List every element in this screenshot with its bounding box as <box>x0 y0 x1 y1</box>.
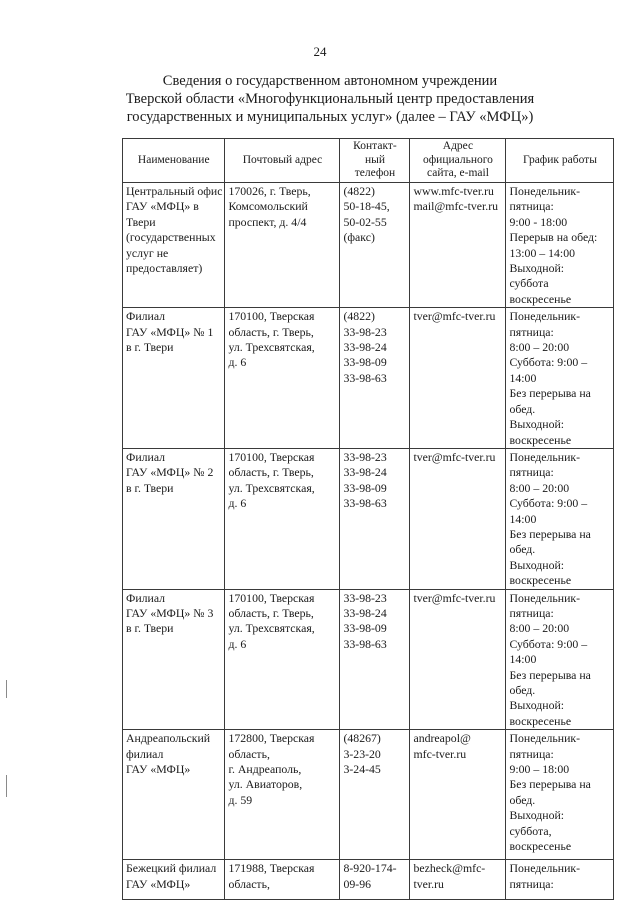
title-line: Тверской области «Многофункциональный центр предоставления <box>125 91 535 107</box>
cell-schedule <box>506 308 614 449</box>
cell-schedule <box>506 183 614 308</box>
cell-schedule-line: обед. <box>509 401 536 416</box>
cell-name-line: Филиал <box>126 449 166 464</box>
cell-address-line: д. 6 <box>228 496 247 511</box>
cell-name-line: Андреапольский <box>126 731 211 746</box>
cell-schedule-line: пятница: <box>509 746 554 761</box>
cell-schedule-line: обед. <box>509 542 536 557</box>
cell-schedule-line: пятница: <box>509 465 554 480</box>
table-header-row <box>123 139 614 183</box>
document-title <box>80 72 580 126</box>
cell-address <box>225 589 340 730</box>
title-line: государственных и муниципальных услуг» (далее – ГАУ «МФЦ») <box>126 109 534 125</box>
cell-address-line: ул. Авиаторов, <box>228 777 303 792</box>
cell-schedule-line: Понедельник- <box>509 184 581 198</box>
scan-margin-mark <box>6 775 7 797</box>
cell-address-line: ул. Трехсвятская, <box>228 480 315 495</box>
cell-schedule-line: 14:00 <box>509 511 537 526</box>
cell-address-line: д. 6 <box>228 355 247 370</box>
cell-schedule-line: Суббота: 9:00 – <box>509 496 588 511</box>
cell-address-line: д. 59 <box>228 792 253 807</box>
cell-schedule-line: Суббота: 9:00 – <box>509 636 588 651</box>
cell-web-line: tver@mfc-tver.ru <box>413 449 496 464</box>
cell-schedule-line: 8:00 – 20:00 <box>509 480 570 495</box>
cell-web-line: bezheck@mfc- <box>413 861 486 876</box>
cell-web <box>410 183 506 308</box>
cell-schedule-line: Понедельник- <box>509 309 581 324</box>
cell-schedule-line: Понедельник- <box>509 731 581 746</box>
cell-phone-line: 33-98-63 <box>343 370 387 385</box>
table-body <box>123 183 614 900</box>
header-line: Адрес <box>442 140 474 153</box>
cell-phone-line: 33-98-23 <box>343 324 387 339</box>
cell-web <box>410 308 506 449</box>
table-row <box>123 589 614 730</box>
cell-address <box>225 860 340 900</box>
cell-name-line: ГАУ «МФЦ» <box>126 762 191 777</box>
cell-schedule-line: Суббота: 9:00 – <box>509 355 588 370</box>
cell-schedule-line: Понедельник- <box>509 449 581 464</box>
cell-schedule-line: Понедельник- <box>509 861 581 876</box>
cell-web-line: www.mfc-tver.ru <box>413 184 494 198</box>
table-row <box>123 448 614 589</box>
cell-schedule <box>506 448 614 589</box>
cell-phone-line: 33-98-24 <box>343 340 387 355</box>
cell-schedule-line: 8:00 – 20:00 <box>509 621 570 636</box>
cell-name <box>123 589 225 730</box>
cell-schedule-line: Выходной: <box>509 698 565 713</box>
cell-name <box>123 308 225 449</box>
cell-phone-line: (4822) <box>343 184 375 198</box>
cell-address <box>225 308 340 449</box>
cell-web-line: tver@mfc-tver.ru <box>413 309 496 324</box>
cell-phone-line: 33-98-09 <box>343 355 387 370</box>
cell-address-line: ул. Трехсвятская, <box>228 340 315 355</box>
cell-address-line: 171988, Тверская <box>228 861 315 876</box>
cell-name-line: Твери <box>126 214 156 229</box>
cell-name-line: филиал <box>126 746 164 761</box>
cell-name-line: Филиал <box>126 590 166 605</box>
cell-address-line: Комсомольский <box>228 199 308 214</box>
cell-phone-line: 33-98-24 <box>343 465 387 480</box>
cell-schedule-line: Без перерыва на <box>509 777 591 792</box>
cell-address-line: 172800, Тверская <box>228 731 315 746</box>
header-line: Наименование <box>137 153 210 166</box>
title-line: Сведения о государственном автономном учреждении <box>162 73 498 89</box>
mfc-branches-table <box>122 138 614 900</box>
cell-phone-line: 50-18-45, <box>343 199 390 214</box>
cell-schedule-line: Выходной: <box>509 417 565 432</box>
table-row <box>123 183 614 308</box>
cell-schedule-line: Перерыв на обед: <box>509 230 598 245</box>
cell-schedule-line: воскресенье <box>509 291 572 306</box>
cell-name-line: ГАУ «МФЦ» № 3 <box>126 605 214 620</box>
cell-name-line: ГАУ «МФЦ» № 2 <box>126 465 214 480</box>
cell-phone-line: 33-98-09 <box>343 480 387 495</box>
cell-schedule <box>506 730 614 860</box>
cell-address-line: г. Андреаполь, <box>228 762 302 777</box>
cell-schedule-line: Выходной: <box>509 808 565 823</box>
cell-schedule-line: Без перерыва на <box>509 386 591 401</box>
cell-web <box>410 730 506 860</box>
header-web <box>410 139 506 183</box>
header-line: График работы <box>523 153 597 166</box>
cell-phone-line: 3-23-20 <box>343 746 381 761</box>
cell-phone-line: (факс) <box>343 230 375 245</box>
cell-schedule-line: Выходной: <box>509 557 565 572</box>
cell-name <box>123 860 225 900</box>
cell-schedule-line: Понедельник- <box>509 590 581 605</box>
cell-phone-line: 33-98-23 <box>343 590 387 605</box>
cell-name-line: в г. Твери <box>126 621 174 636</box>
cell-schedule-line: пятница: <box>509 199 554 214</box>
cell-schedule-line: обед. <box>509 683 536 697</box>
cell-phone <box>340 308 410 449</box>
cell-schedule-line: 13:00 – 14:00 <box>509 245 576 260</box>
header-line: сайта, e-mail <box>427 167 489 180</box>
header-schedule <box>506 139 614 183</box>
cell-schedule-line: Выходной: <box>509 261 565 276</box>
cell-schedule-line: суббота, <box>509 823 552 838</box>
cell-name <box>123 730 225 860</box>
cell-phone-line: 33-98-63 <box>343 496 387 511</box>
cell-schedule-line: пятница: <box>509 324 554 339</box>
cell-schedule-line: 8:00 – 20:00 <box>509 340 570 355</box>
cell-name-line: Филиал <box>126 309 166 324</box>
cell-schedule-line: воскресенье <box>509 713 572 728</box>
cell-phone-line: 8-920-174- <box>343 861 397 876</box>
table-row <box>123 860 614 900</box>
cell-address-line: 170100, Тверская <box>228 309 315 324</box>
cell-address-line: область, г. Тверь, <box>228 465 314 480</box>
cell-schedule-line: обед. <box>509 792 536 807</box>
header-line: ный <box>364 153 385 166</box>
cell-address-line: 170100, Тверская <box>228 590 315 605</box>
cell-web <box>410 860 506 900</box>
cell-address-line: 170100, Тверская <box>228 449 315 464</box>
page-number: 24 <box>313 44 327 59</box>
cell-schedule-line: 9:00 – 18:00 <box>509 762 570 777</box>
cell-phone <box>340 183 410 308</box>
cell-web-line: andreapol@ <box>413 731 471 746</box>
cell-name-line: ГАУ «МФЦ» в <box>126 199 199 214</box>
scan-margin-mark <box>6 680 7 698</box>
cell-address <box>225 730 340 860</box>
cell-web <box>410 589 506 730</box>
cell-name-line: Центральный офис <box>126 184 223 198</box>
cell-web-line: mail@mfc-tver.ru <box>413 199 499 214</box>
cell-phone-line: (48267) <box>343 731 381 746</box>
cell-name-line: в г. Твери <box>126 340 174 355</box>
cell-address-line: область, <box>228 746 270 761</box>
cell-name <box>123 448 225 589</box>
cell-schedule-line: пятница: <box>509 876 554 891</box>
cell-address <box>225 448 340 589</box>
cell-phone-line: 3-24-45 <box>343 762 381 777</box>
cell-phone <box>340 860 410 900</box>
cell-name-line: предоставляет) <box>126 261 203 276</box>
cell-phone-line: 33-98-23 <box>343 449 387 464</box>
cell-phone <box>340 448 410 589</box>
header-phone <box>340 139 410 183</box>
cell-name-line: ГАУ «МФЦ» № 1 <box>126 324 214 339</box>
cell-address-line: ул. Трехсвятская, <box>228 621 315 636</box>
cell-phone-line: 09-96 <box>343 876 371 891</box>
cell-name-line: (государственных <box>126 230 216 245</box>
cell-web-line: mfc-tver.ru <box>413 746 467 761</box>
cell-schedule-line: воскресенье <box>509 839 572 854</box>
cell-schedule-line: воскресенье <box>509 432 572 447</box>
cell-schedule-line: Без перерыва на <box>509 667 591 682</box>
cell-address-line: проспект, д. 4/4 <box>228 214 307 229</box>
cell-schedule <box>506 860 614 900</box>
cell-address-line: область, г. Тверь, <box>228 605 314 620</box>
cell-schedule <box>506 589 614 730</box>
header-line: телефон <box>354 167 396 180</box>
cell-web-line: tver.ru <box>413 876 444 891</box>
cell-phone <box>340 730 410 860</box>
header-line: официального <box>422 153 493 166</box>
table-row <box>123 730 614 860</box>
cell-name-line: ГАУ «МФЦ» <box>126 876 191 891</box>
cell-web <box>410 448 506 589</box>
cell-phone <box>340 589 410 730</box>
cell-phone-line: 50-02-55 <box>343 214 387 229</box>
cell-address-line: область, <box>228 876 270 891</box>
cell-name <box>123 183 225 308</box>
cell-schedule-line: суббота <box>509 276 549 291</box>
cell-phone-line: 33-98-63 <box>343 636 387 651</box>
cell-phone-line: 33-98-09 <box>343 621 387 636</box>
cell-schedule-line: пятница: <box>509 605 554 620</box>
cell-schedule-line: 14:00 <box>509 370 537 385</box>
header-name <box>123 139 225 183</box>
table-row <box>123 308 614 449</box>
cell-address-line: 170026, г. Тверь, <box>228 184 311 198</box>
cell-schedule-line: 9:00 - 18:00 <box>509 214 568 229</box>
cell-schedule-line: 14:00 <box>509 652 537 667</box>
cell-name-line: услуг не <box>126 245 169 260</box>
header-line: Почтовый адрес <box>242 153 323 166</box>
cell-web-line: tver@mfc-tver.ru <box>413 590 496 605</box>
cell-schedule-line: Без перерыва на <box>509 526 591 541</box>
cell-address <box>225 183 340 308</box>
cell-schedule-line: воскресенье <box>509 573 572 588</box>
cell-name-line: в г. Твери <box>126 480 174 495</box>
cell-name-line: Бежецкий филиал <box>126 861 217 876</box>
header-address <box>225 139 340 183</box>
cell-address-line: область, г. Тверь, <box>228 324 314 339</box>
cell-address-line: д. 6 <box>228 636 247 651</box>
cell-phone-line: 33-98-24 <box>343 605 387 620</box>
cell-phone-line: (4822) <box>343 309 375 324</box>
header-line: Контакт- <box>353 140 397 153</box>
